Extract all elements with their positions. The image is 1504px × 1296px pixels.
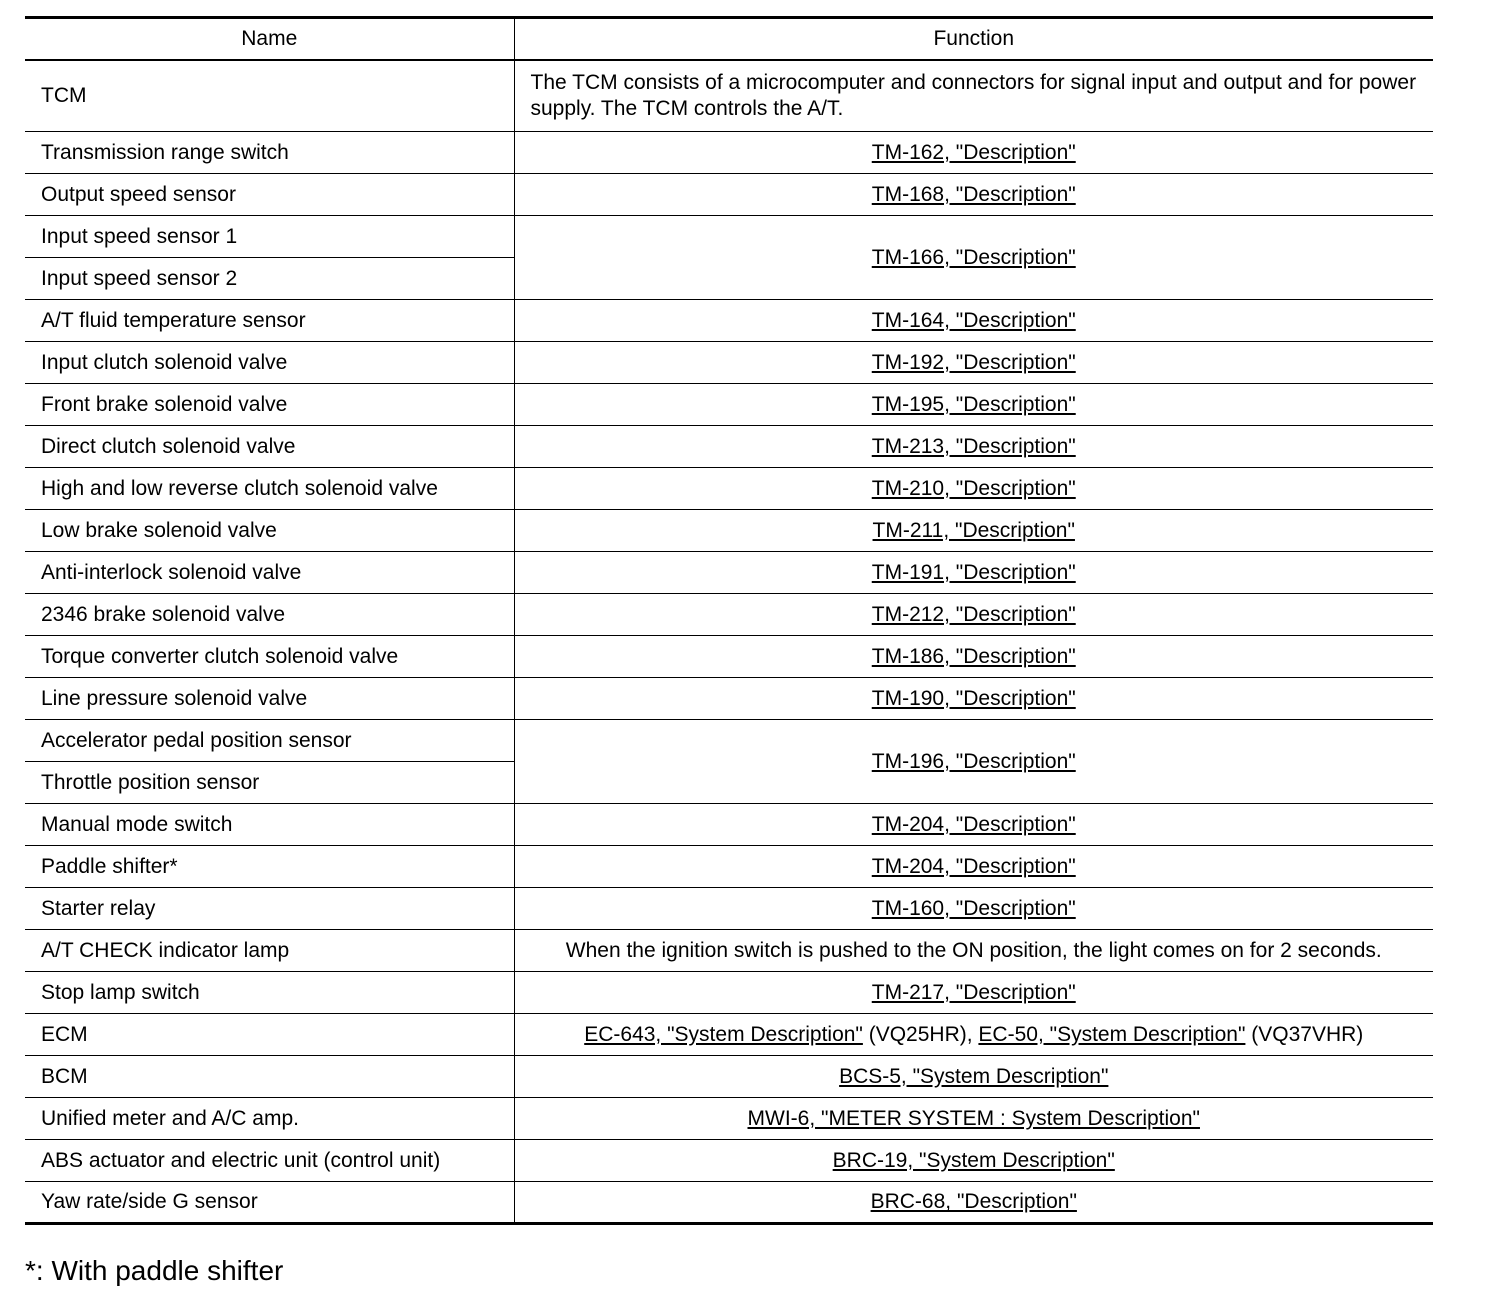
table-row [25, 552, 1433, 594]
row-function [514, 468, 1433, 510]
row-function [514, 384, 1433, 426]
reference-link[interactable]: MWI-6, "METER SYSTEM : System Description" [747, 1106, 1200, 1130]
row-function [514, 1182, 1433, 1224]
row-function [514, 1140, 1433, 1182]
row-function [514, 804, 1433, 846]
row-name: Transmission range switch [25, 132, 514, 174]
row-function [514, 132, 1433, 174]
row-name: Unified meter and A/C amp. [25, 1098, 514, 1140]
row-name: Output speed sensor [25, 174, 514, 216]
reference-link[interactable]: TM-204, "Description" [871, 854, 1076, 878]
table-row [25, 930, 1433, 972]
table-row [25, 510, 1433, 552]
row-name: Low brake solenoid valve [25, 510, 514, 552]
row-function [514, 174, 1433, 216]
table-row [25, 1098, 1433, 1140]
table-header-row [25, 18, 1433, 60]
row-function [514, 552, 1433, 594]
row-function-text: When the ignition switch is pushed to the ON position, the light comes on for 2 seconds. [514, 930, 1433, 972]
table-row [25, 1056, 1433, 1098]
reference-link[interactable]: TM-217, "Description" [871, 980, 1076, 1004]
row-name: Stop lamp switch [25, 972, 514, 1014]
reference-link[interactable]: TM-204, "Description" [871, 812, 1076, 836]
reference-link[interactable]: TM-162, "Description" [871, 140, 1076, 164]
row-function-text: The TCM consists of a microcomputer and connectors for signal input and output and for power supply. The TCM controls the A/T. [514, 60, 1433, 132]
reference-link[interactable]: BRC-19, "System Description" [832, 1148, 1115, 1172]
reference-link[interactable]: TM-191, "Description" [871, 560, 1076, 584]
table-row [25, 594, 1433, 636]
table-row [25, 1140, 1433, 1182]
row-function [514, 342, 1433, 384]
table-row [25, 468, 1433, 510]
table-row [25, 174, 1433, 216]
row-name: Front brake solenoid valve [25, 384, 514, 426]
components-table [25, 16, 1433, 1225]
table-row [25, 888, 1433, 930]
reference-link[interactable]: BRC-68, "Description" [870, 1190, 1077, 1214]
table-row [25, 1182, 1433, 1224]
row-function [514, 594, 1433, 636]
row-name: TCM [25, 60, 514, 132]
row-name: Yaw rate/side G sensor [41, 1190, 258, 1214]
header-name: Name [25, 18, 514, 60]
table-row [25, 342, 1433, 384]
table-row [25, 846, 1433, 888]
table-row [25, 972, 1433, 1014]
row-name: Anti-interlock solenoid valve [25, 552, 514, 594]
reference-link[interactable]: TM-196, "Description" [871, 749, 1076, 773]
row-name: Input speed sensor 1 [25, 216, 514, 258]
row-function [514, 888, 1433, 930]
row-function [514, 1056, 1433, 1098]
row-name: 2346 brake solenoid valve [25, 594, 514, 636]
header-function: Function [514, 18, 1433, 60]
table-row [25, 300, 1433, 342]
reference-link[interactable]: TM-192, "Description" [871, 350, 1076, 374]
row-function [514, 720, 1433, 804]
table-row [25, 132, 1433, 174]
table-row [25, 1014, 1433, 1056]
reference-link[interactable]: BCS-5, "System Description" [839, 1064, 1109, 1088]
table-row [25, 720, 1433, 762]
row-name: Manual mode switch [25, 804, 514, 846]
reference-link[interactable]: TM-186, "Description" [871, 644, 1076, 668]
row-function [514, 636, 1433, 678]
reference-link[interactable]: TM-213, "Description" [871, 434, 1076, 458]
row-name: Paddle shifter* [25, 846, 514, 888]
row-function [514, 1014, 1433, 1056]
row-function [514, 510, 1433, 552]
row-function [514, 846, 1433, 888]
row-name: A/T CHECK indicator lamp [25, 930, 514, 972]
row-name: Line pressure solenoid valve [25, 678, 514, 720]
reference-link[interactable]: TM-190, "Description" [871, 686, 1076, 710]
row-name: BCM [25, 1056, 514, 1098]
row-name: Direct clutch solenoid valve [25, 426, 514, 468]
footnote: *: With paddle shifter [25, 1255, 284, 1286]
table-row [25, 60, 1433, 132]
reference-link[interactable]: TM-210, "Description" [871, 476, 1076, 500]
reference-link[interactable]: TM-195, "Description" [871, 392, 1076, 416]
row-function [514, 300, 1433, 342]
row-function [514, 1098, 1433, 1140]
reference-link[interactable]: TM-168, "Description" [871, 182, 1076, 206]
row-name: High and low reverse clutch solenoid valve [25, 468, 514, 510]
reference-link[interactable]: TM-164, "Description" [871, 308, 1076, 332]
table-row [25, 636, 1433, 678]
reference-link[interactable]: TM-166, "Description" [871, 245, 1076, 269]
table-row [25, 804, 1433, 846]
table-row [25, 384, 1433, 426]
row-name: ECM [25, 1014, 514, 1056]
table-row [25, 216, 1433, 258]
row-name: ABS actuator and electric unit (control unit) [25, 1140, 514, 1182]
engine-suffix: (VQ25HR), [862, 1022, 979, 1046]
reference-link[interactable]: EC-50, "System Description" [978, 1022, 1246, 1046]
row-name: Input clutch solenoid valve [25, 342, 514, 384]
reference-link[interactable]: EC-643, "System Description" [584, 1022, 863, 1046]
row-function [514, 678, 1433, 720]
row-name: Torque converter clutch solenoid valve [25, 636, 514, 678]
reference-link[interactable]: TM-212, "Description" [871, 602, 1076, 626]
table-row [25, 678, 1433, 720]
engine-suffix: (VQ37VHR) [1245, 1022, 1364, 1046]
reference-link[interactable]: TM-160, "Description" [871, 896, 1076, 920]
row-function [514, 426, 1433, 468]
row-name: Accelerator pedal position sensor [25, 720, 514, 762]
row-name: Starter relay [25, 888, 514, 930]
reference-link[interactable]: TM-211, "Description" [872, 518, 1075, 542]
table-row [25, 426, 1433, 468]
row-name: Input speed sensor 2 [25, 258, 514, 300]
row-name: Throttle position sensor [25, 762, 514, 804]
row-name: A/T fluid temperature sensor [25, 300, 514, 342]
row-function [514, 216, 1433, 300]
row-function [514, 972, 1433, 1014]
